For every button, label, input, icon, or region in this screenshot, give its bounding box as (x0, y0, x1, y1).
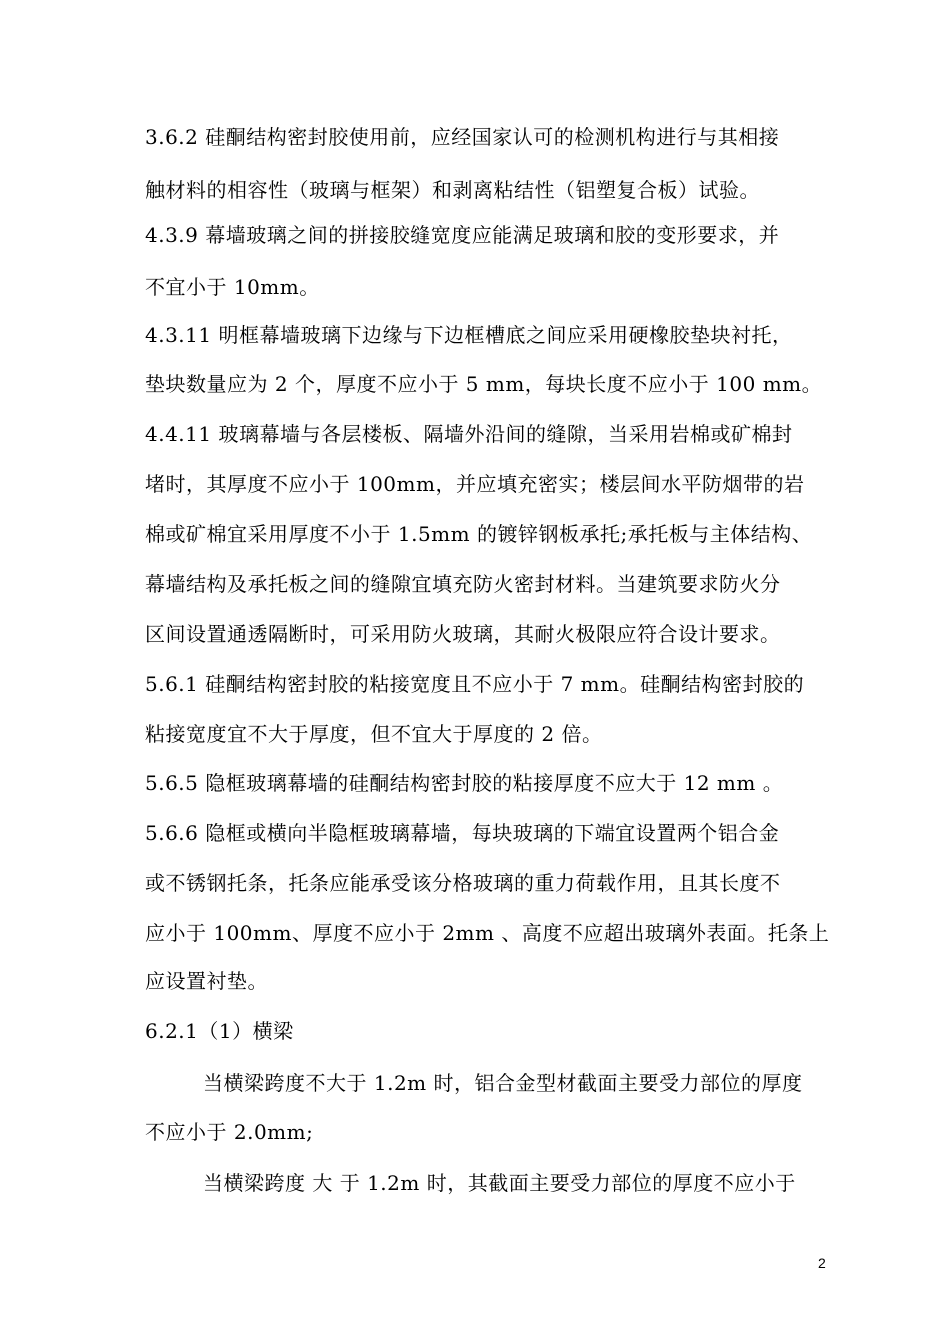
text-line: 4.3.11 明框幕墙玻璃下边缘与下边框槽底之间应采用硬橡胶垫块衬托， (145, 323, 793, 347)
section-heading: 6.2.1（1）横梁 (145, 1019, 294, 1043)
text-line: 区间设置通透隔断时，可采用防火玻璃，其耐火极限应符合设计要求。 (145, 622, 781, 646)
text-line: 5.6.6 隐框或横向半隐框玻璃幕墙，每块玻璃的下端宜设置两个铝合金 (145, 821, 780, 845)
text-line: 3.6.2 硅酮结构密封胶使用前，应经国家认可的检测机构进行与其相接 (145, 125, 780, 149)
text-line: 4.3.9 幕墙玻璃之间的拼接胶缝宽度应能满足玻璃和胶的变形要求，并 (145, 223, 780, 247)
text-line: 触材料的相容性（玻璃与框架）和剥离粘结性（铝塑复合板）试验。 (145, 178, 760, 202)
text-line: 粘接宽度宜不大于厚度，但不宜大于厚度的 2 倍。 (145, 722, 603, 746)
text-line: 5.6.1 硅酮结构密封胶的粘接宽度且不应小于 7 mm。硅酮结构密封胶的 (145, 672, 805, 696)
text-line: 棉或矿棉宜采用厚度不小于 1.5mm 的镀锌钢板承托;承托板与主体结构、 (145, 522, 813, 546)
page-number: 2 (818, 1255, 826, 1271)
text-line: 不宜小于 10mm。 (145, 275, 320, 299)
text-line: 堵时，其厚度不应小于 100mm，并应填充密实；楼层间水平防烟带的岩 (145, 472, 805, 496)
text-line: 当横梁跨度 大 于 1.2m 时，其截面主要受力部位的厚度不应小于 (203, 1171, 796, 1195)
text-line: 当横梁跨度不大于 1.2m 时，铝合金型材截面主要受力部位的厚度 (203, 1071, 803, 1095)
text-line: 垫块数量应为 2 个，厚度不应小于 5 mm，每块长度不应小于 100 mm。 (145, 372, 823, 396)
text-line: 幕墙结构及承托板之间的缝隙宜填充防火密封材料。当建筑要求防火分 (145, 572, 781, 596)
text-line: 5.6.5 隐框玻璃幕墙的硅酮结构密封胶的粘接厚度不应大于 12 mm 。 (145, 771, 784, 795)
text-line: 4.4.11 玻璃幕墙与各层楼板、隔墙外沿间的缝隙，当采用岩棉或矿棉封 (145, 422, 793, 446)
text-line: 不应小于 2.0mm; (145, 1120, 314, 1144)
text-line: 应设置衬垫。 (145, 969, 268, 993)
text-line: 应小于 100mm、厚度不应小于 2mm 、高度不应超出玻璃外表面。托条上 (145, 921, 830, 945)
text-line: 或不锈钢托条，托条应能承受该分格玻璃的重力荷载作用，且其长度不 (145, 871, 781, 895)
